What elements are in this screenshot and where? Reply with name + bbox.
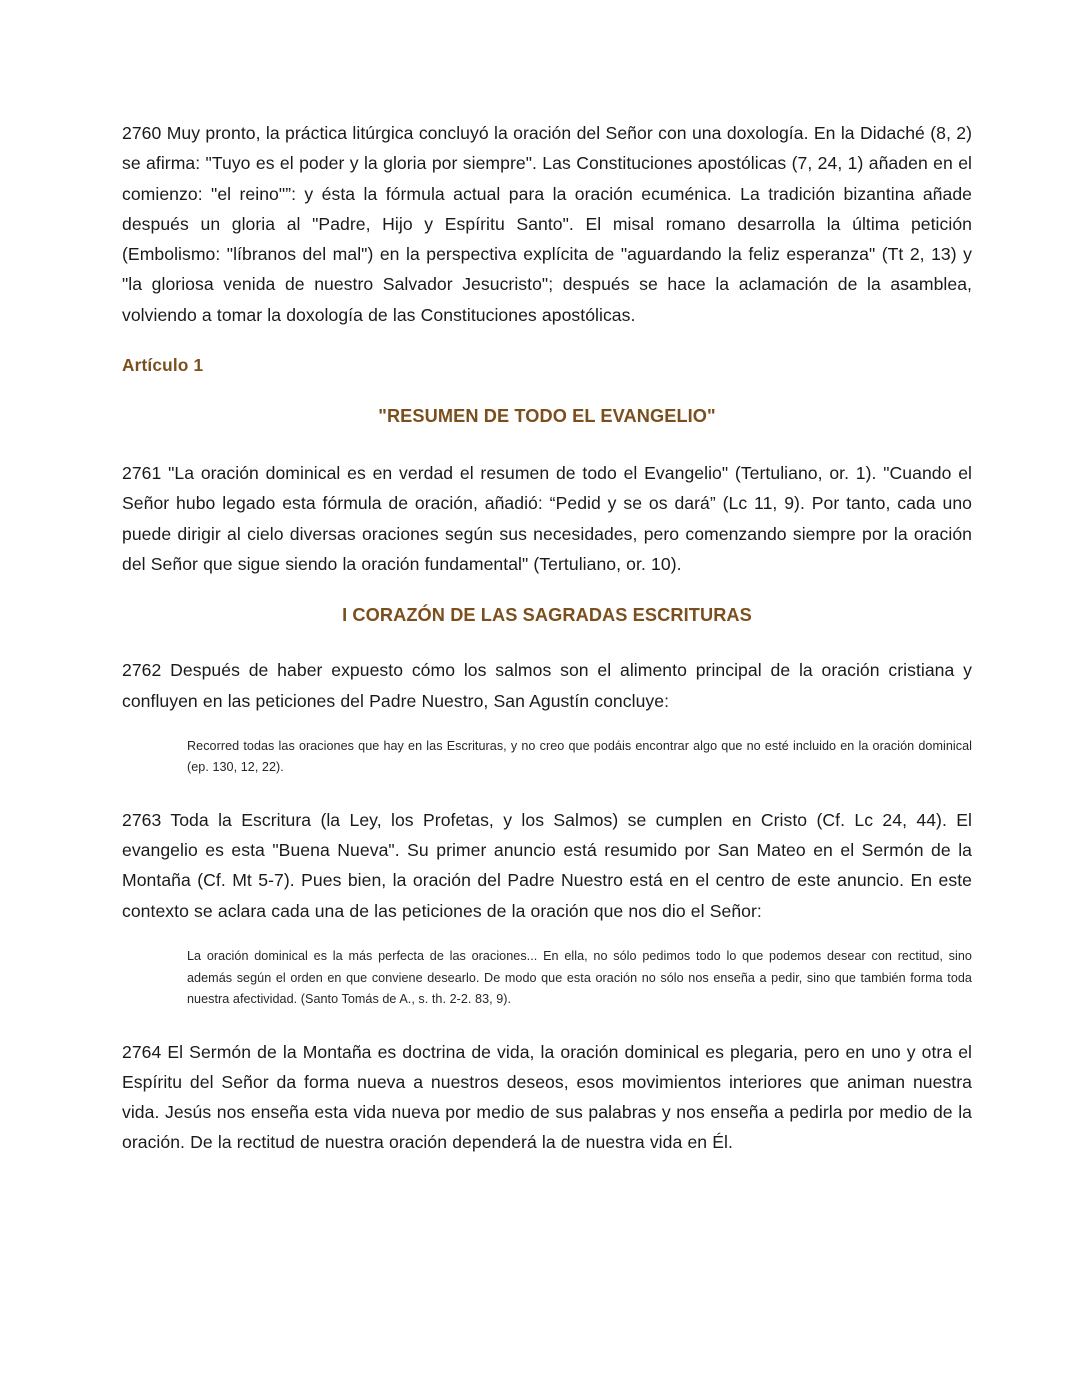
paragraph-2764: 2764 El Sermón de la Montaña es doctrina de vida, la oración dominical es plegaria, pero en uno y otra el Espíritu del Señor da forma nueva a nuestros deseos, esos movimientos interiores que animan nuestra vida. Jesús nos enseña esta vida nueva por medio de sus palabras y nos enseña a pedirla por medio de la oración. De la rectitud de nuestra oración dependerá la de nuestra vida en Él. xyxy=(122,1041,972,1153)
section-heading-corazon-escrituras: I CORAZÓN DE LAS SAGRADAS ESCRITURAS xyxy=(342,605,752,626)
article-heading: Artículo 1 xyxy=(122,355,204,376)
paragraph-2761: 2761 "La oración dominical es en verdad el resumen de todo el Evangelio" (Tertuliano, or. 1). "Cuando el Señor hubo legado esta fórmula de oración, añadió: “Pedid y se os dará” (Lc 11, 9). Por tanto, cada uno puede dirigir al cielo diversas oraciones según sus necesidades, pero comenzando siempre por la oración del Señor que sigue siendo la oración fundamental" (Tertuliano, or. 10). xyxy=(122,463,972,574)
document-body xyxy=(122,118,972,1158)
quote-block-santo-tomas: La oración dominical es la más perfecta de las oraciones... En ella, no sólo pedimos todo lo que podemos desear con rectitud, sino además según el orden en que conviene desearlo. De modo que esta oración no sólo nos enseña a pedir, sino que también forma toda nuestra afectividad. (Santo Tomás de A., s. th. 2-2. 83, 9). xyxy=(187,949,972,1007)
paragraph-2762: 2762 Después de haber expuesto cómo los salmos son el alimento principal de la oración cristiana y confluyen en las peticiones del Padre Nuestro, San Agustín concluye: xyxy=(122,660,972,711)
quote-block-san-agustin: Recorred todas las oraciones que hay en las Escrituras, y no creo que podáis encontrar algo que no esté incluido en la oración dominical (ep. 130, 12, 22). xyxy=(187,738,972,775)
paragraph-2760: 2760 Muy pronto, la práctica litúrgica concluyó la oración del Señor con una doxología. En la Didaché (8, 2) se afirma: "Tuyo es el poder y la gloria por siempre". Las Constituciones apostólicas (7, 24, 1) añaden en el comienzo: "el reino"”: y ésta la fórmula actual para la oración ecuménica. La tradición bizantina añade después un gloria al "Padre, Hijo y Espíritu Santo". El misal romano desarrolla la última petición (Embolismo: "líbranos del mal") en la perspectiva explícita de "aguardando la feliz esperanza" (Tt 2, 13) y "la gloriosa venida de nuestro Salvador Jesucristo"; después se hace la aclamación de la asamblea, volviendo a tomar la doxología de las Constituciones apostólicas. xyxy=(122,123,972,325)
paragraph-2763: 2763 Toda la Escritura (la Ley, los Profetas, y los Salmos) se cumplen en Cristo (Cf. Lc 24, 44). El evangelio es esta "Buena Nueva". Su primer anuncio está resumido por San Mateo en el Sermón de la Montaña (Cf. Mt 5-7). Pues bien, la oración del Padre Nuestro está en el centro de este anuncio. En este contexto se aclara cada una de las peticiones de la oración que nos dio el Señor: xyxy=(122,809,972,921)
section-heading-resumen-evangelio: "RESUMEN DE TODO EL EVANGELIO" xyxy=(378,406,716,427)
